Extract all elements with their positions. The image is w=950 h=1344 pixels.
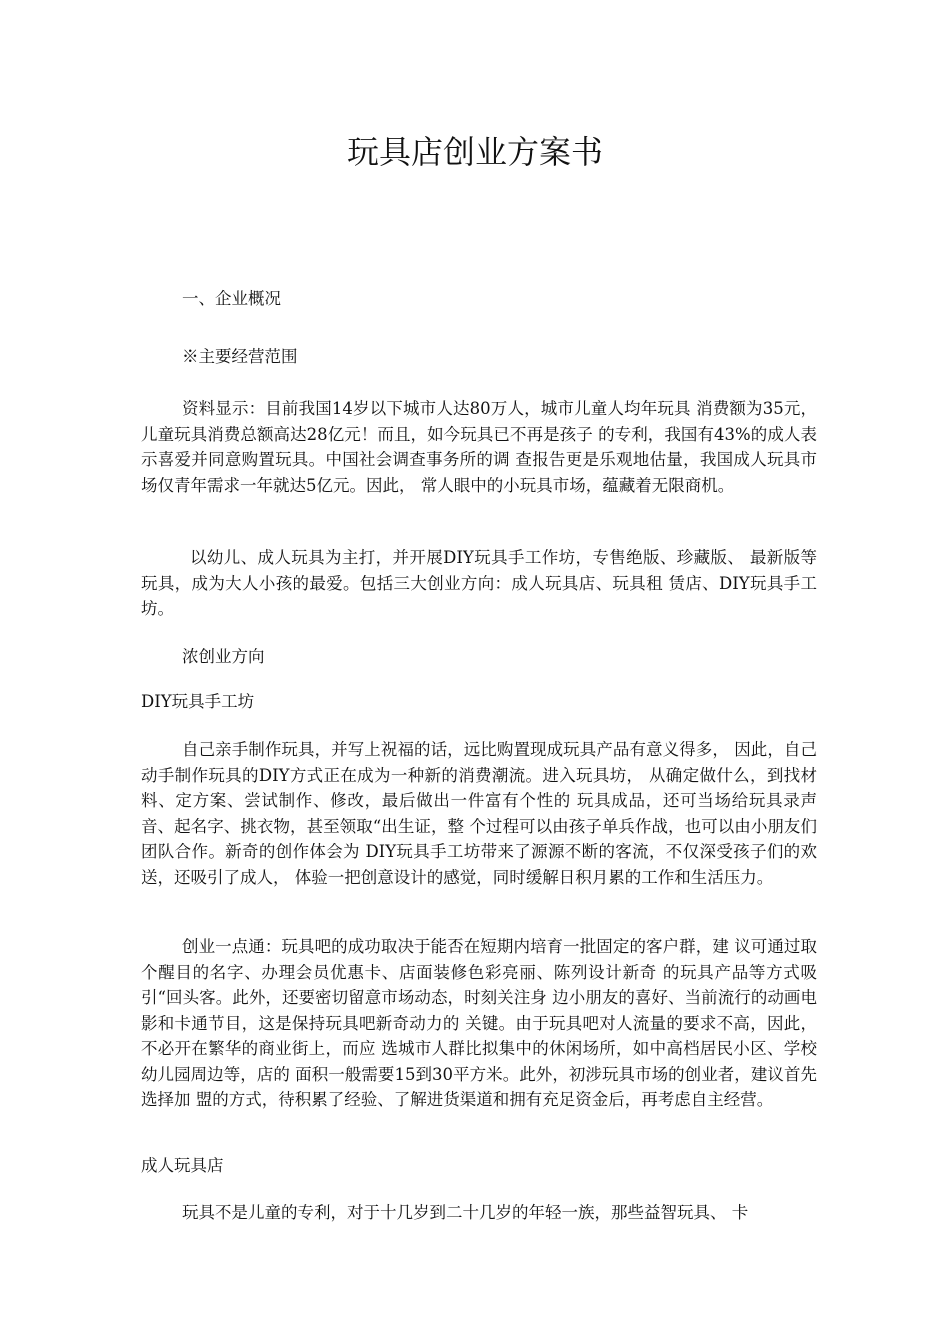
paragraph-adult-toy-store: 玩具不是儿童的专利，对于十几岁到二十几岁的年轻一族，那些益智玩具、 卡: [182, 1203, 749, 1222]
paragraph-startup-tip: 创业一点通：玩具吧的成功取决于能否在短期内培育一批固定的客户群，建 议可通过取个醒目的名字、办理会员优惠卡、店面装修色彩亮丽、陈列设计新奇 的玩具产品等方式吸引“回头客。此外，还要密切留意市场动态，时刻关注身 边小朋友的喜好、当前流行的动画电影和卡通节目，这是保持玩具吧新奇动力的 关键。由于玩具吧对人流量的要求不高，因此，不必开在繁华的商业街上，而应 选城市人群比拟集中的休闲场所，如中高档居民小区、学校幼儿园周边等，店的 面积一般需要15到30平方米。此外，初涉玩具市场的创业者，建议首先选择加 盟的方式，待积累了经验、了解进货渠道和拥有充足资金后，再考虑自主经营。: [141, 937, 817, 1109]
paragraph-diy-workshop: 自己亲手制作玩具，并写上祝福的话，远比购置现成玩具产品有意义得多， 因此，自己动手制作玩具的DIY方式正在成为一种新的消费潮流。进入玩具坊， 从确定做什么，到找材料、定方案、尝试制作、修改，最后做出一件富有个性的 玩具成品，还可当场给玩具录声音、起名字、挑衣物，甚至领取“出生证，整 个过程可以由孩子单兵作战，也可以由小朋友们团队合作。新奇的创作体会为 DIY玩具手工坊带来了源源不断的客流，不仅深受孩子们的欢送，还吸引了成人， 体验一把创意设计的感觉，同时缓解日积月累的工作和生活压力。: [141, 740, 817, 887]
subheading-adult-toy-store: 成人玩具店: [141, 1156, 224, 1175]
subheading-business-scope: ※主要经营范围: [182, 347, 298, 366]
subheading-diy-workshop: DIY玩具手工坊: [141, 692, 255, 711]
section-heading-enterprise-overview: 一、企业概况: [182, 289, 281, 308]
paragraph-market-data: 资料显示：目前我国14岁以下城市人达80万人，城市儿童人均年玩具 消费额为35元，儿童玩具消费总额高达28亿元！而且，如今玩具已不再是孩子 的专利，我国有43%的成人表示喜爱并同意购置玩具。中国社会调查事务所的调 查报告更是乐观地估量，我国成人玩具市场仅青年需求一年就达5亿元。因此， 常人眼中的小玩具市场，蕴藏着无限商机。: [141, 399, 817, 495]
paragraph-business-focus: 以幼儿、成人玩具为主打，并开展DIY玩具手工作坊，专售绝版、珍藏版、 最新版等玩具，成为大人小孩的最爱。包括三大创业方向：成人玩具店、玩具租 赁店、DIY玩具手工坊。: [141, 548, 817, 618]
document-title: 玩具店创业方案书: [346, 133, 603, 171]
subheading-business-direction: 浓创业方向: [182, 647, 265, 666]
